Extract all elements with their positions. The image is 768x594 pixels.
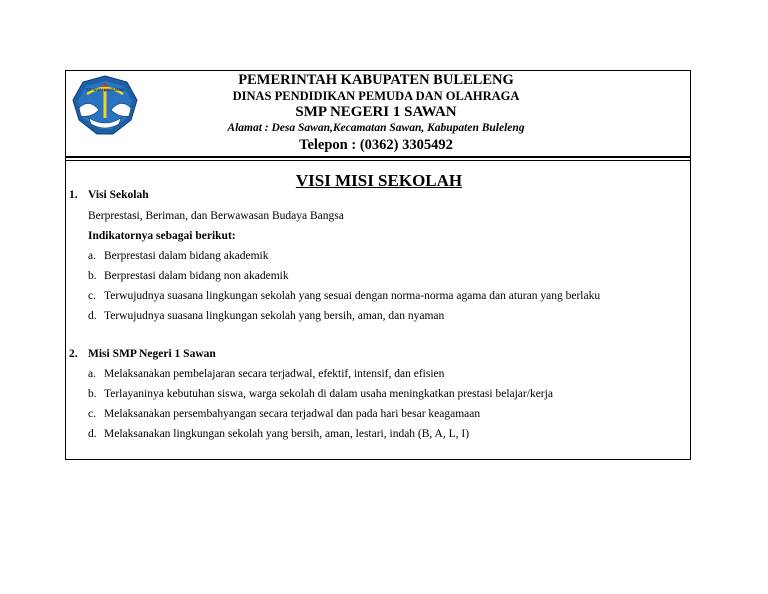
visi-number: 1. xyxy=(69,189,78,201)
visi-item-text: Berprestasi dalam bidang non akademik xyxy=(104,270,289,282)
document-page xyxy=(65,70,691,460)
visi-item-letter: a. xyxy=(88,250,96,262)
misi-item-text: Melaksanakan pembelajaran secara terjadwal, efektif, intensif, dan efisien xyxy=(104,368,445,380)
visi-item-letter: d. xyxy=(88,310,97,322)
misi-item-text: Melaksanakan persembahyangan secara terjadwal dan pada hari besar keagamaan xyxy=(104,408,481,420)
visi-statement: Berprestasi, Beriman, dan Berwawasan Budaya Bangsa xyxy=(88,210,344,222)
tut-wuri-handayani-logo xyxy=(69,74,141,138)
misi-item-text: Melaksanakan lingkungan sekolah yang bersih, aman, lestari, indah (B, A, L, I) xyxy=(104,428,470,440)
letterhead xyxy=(66,71,692,161)
misi-item-text: Terlayaninya kebutuhan siswa, warga sekolah di dalam usaha meningkatkan prestasi belajar/kerja xyxy=(104,388,553,400)
visi-heading: Visi Sekolah xyxy=(88,189,149,201)
page-title: VISI MISI SEKOLAH xyxy=(295,171,463,190)
visi-indicator-heading: Indikatornya sebagai berikut: xyxy=(88,230,236,242)
misi-item-letter: c. xyxy=(88,408,96,420)
logo-text: TUT WURI HANDAYANI xyxy=(85,88,125,92)
misi-number: 2. xyxy=(69,348,78,360)
visi-item-text: Terwujudnya suasana lingkungan sekolah yang sesuai dengan norma-norma agama dan aturan yang berlaku xyxy=(104,290,601,302)
visi-item-letter: c. xyxy=(88,290,96,302)
misi-item-letter: d. xyxy=(88,428,97,440)
header-phone: Telepon : (0362) 3305492 xyxy=(299,137,453,153)
misi-item-letter: a. xyxy=(88,368,96,380)
header-government: PEMERINTAH KABUPATEN BULELENG xyxy=(238,72,514,88)
header-department: DINAS PENDIDIKAN PEMUDA DAN OLAHRAGA xyxy=(232,89,520,103)
header-school-name: SMP NEGERI 1 SAWAN xyxy=(295,104,457,120)
visi-item-letter: b. xyxy=(88,270,97,282)
header-divider-thick xyxy=(66,156,691,158)
misi-heading: Misi SMP Negeri 1 Sawan xyxy=(88,348,216,360)
header-divider-thin xyxy=(66,160,691,161)
misi-item-letter: b. xyxy=(88,388,97,400)
header-address: Alamat : Desa Sawan,Kecamatan Sawan, Kabupaten Buleleng xyxy=(227,122,525,134)
visi-item-text: Terwujudnya suasana lingkungan sekolah yang bersih, aman, dan nyaman xyxy=(104,310,445,322)
visi-item-text: Berprestasi dalam bidang akademik xyxy=(104,250,269,262)
